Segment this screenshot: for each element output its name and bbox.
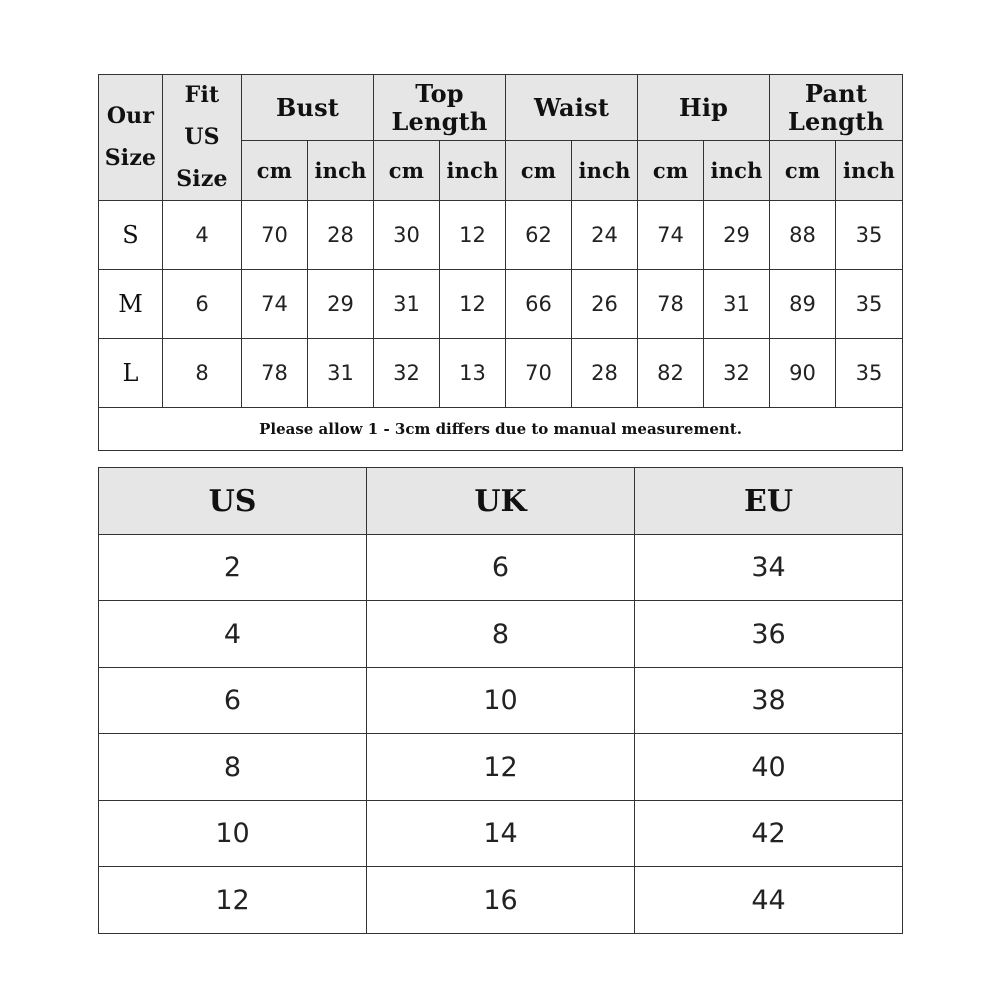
top-length-cm-value: 30 — [374, 201, 440, 270]
pant-length-cm-value: 90 — [770, 339, 836, 408]
waist-inch-value: 26 — [572, 270, 638, 339]
bust-cm-value: 78 — [242, 339, 308, 408]
table-row — [99, 867, 903, 934]
size-label: L — [99, 339, 163, 408]
header-eu: EU — [635, 468, 903, 535]
header-fit-us-size: Fit US Size — [163, 75, 242, 201]
us-value: 8 — [99, 734, 367, 801]
table-row — [99, 270, 903, 339]
bust-inch-value: 31 — [308, 339, 374, 408]
waist-cm-value: 62 — [506, 201, 572, 270]
unit-inch: inch — [704, 141, 770, 201]
table-row — [99, 201, 903, 270]
unit-inch: inch — [836, 141, 903, 201]
us-value: 4 — [99, 601, 367, 668]
table-row — [99, 668, 903, 734]
header-pant-length: Pant Length — [770, 75, 903, 141]
waist-inch-value: 24 — [572, 201, 638, 270]
header-us: US — [99, 468, 367, 535]
hip-inch-value: 29 — [704, 201, 770, 270]
measurement-table — [98, 74, 903, 451]
unit-cm: cm — [770, 141, 836, 201]
top-length-cm-value: 32 — [374, 339, 440, 408]
uk-value: 10 — [367, 668, 635, 734]
eu-value: 34 — [635, 535, 903, 601]
header-bust: Bust — [242, 75, 374, 141]
eu-value: 44 — [635, 867, 903, 934]
uk-value: 8 — [367, 601, 635, 668]
bust-inch-value: 29 — [308, 270, 374, 339]
waist-cm-value: 66 — [506, 270, 572, 339]
us-value: 2 — [99, 535, 367, 601]
uk-value: 14 — [367, 801, 635, 867]
measurement-note-row — [99, 408, 903, 451]
us-value: 10 — [99, 801, 367, 867]
top-length-inch-value: 13 — [440, 339, 506, 408]
size-label: M — [99, 270, 163, 339]
unit-cm: cm — [374, 141, 440, 201]
unit-cm: cm — [638, 141, 704, 201]
bust-cm-value: 74 — [242, 270, 308, 339]
hip-cm-value: 74 — [638, 201, 704, 270]
table-row — [99, 801, 903, 867]
waist-inch-value: 28 — [572, 339, 638, 408]
top-length-inch-value: 12 — [440, 201, 506, 270]
waist-cm-value: 70 — [506, 339, 572, 408]
table-row — [99, 734, 903, 801]
pant-length-inch-value: 35 — [836, 270, 903, 339]
us-value: 6 — [99, 668, 367, 734]
header-top-length: Top Length — [374, 75, 506, 141]
uk-value: 16 — [367, 867, 635, 934]
table-row — [99, 339, 903, 408]
us-value: 12 — [99, 867, 367, 934]
eu-value: 42 — [635, 801, 903, 867]
bust-inch-value: 28 — [308, 201, 374, 270]
table-row — [99, 601, 903, 668]
unit-inch: inch — [308, 141, 374, 201]
unit-cm: cm — [242, 141, 308, 201]
header-uk: UK — [367, 468, 635, 535]
eu-value: 38 — [635, 668, 903, 734]
pant-length-cm-value: 88 — [770, 201, 836, 270]
size-label: S — [99, 201, 163, 270]
top-length-inch-value: 12 — [440, 270, 506, 339]
eu-value: 36 — [635, 601, 903, 668]
eu-value: 40 — [635, 734, 903, 801]
unit-inch: inch — [440, 141, 506, 201]
measurement-header-row — [99, 75, 903, 141]
table-row — [99, 535, 903, 601]
pant-length-inch-value: 35 — [836, 201, 903, 270]
header-hip: Hip — [638, 75, 770, 141]
size-conversion-table — [98, 467, 903, 934]
measurement-note: Please allow 1 - 3cm differs due to manual measurement. — [99, 408, 903, 451]
hip-inch-value: 31 — [704, 270, 770, 339]
pant-length-cm-value: 89 — [770, 270, 836, 339]
pant-length-inch-value: 35 — [836, 339, 903, 408]
hip-cm-value: 82 — [638, 339, 704, 408]
bust-cm-value: 70 — [242, 201, 308, 270]
uk-value: 6 — [367, 535, 635, 601]
hip-inch-value: 32 — [704, 339, 770, 408]
header-our-size: Our Size — [99, 75, 163, 201]
header-waist: Waist — [506, 75, 638, 141]
unit-inch: inch — [572, 141, 638, 201]
hip-cm-value: 78 — [638, 270, 704, 339]
top-length-cm-value: 31 — [374, 270, 440, 339]
uk-value: 12 — [367, 734, 635, 801]
unit-cm: cm — [506, 141, 572, 201]
us-size-value: 6 — [163, 270, 242, 339]
us-size-value: 4 — [163, 201, 242, 270]
us-size-value: 8 — [163, 339, 242, 408]
conversion-header-row — [99, 468, 903, 535]
